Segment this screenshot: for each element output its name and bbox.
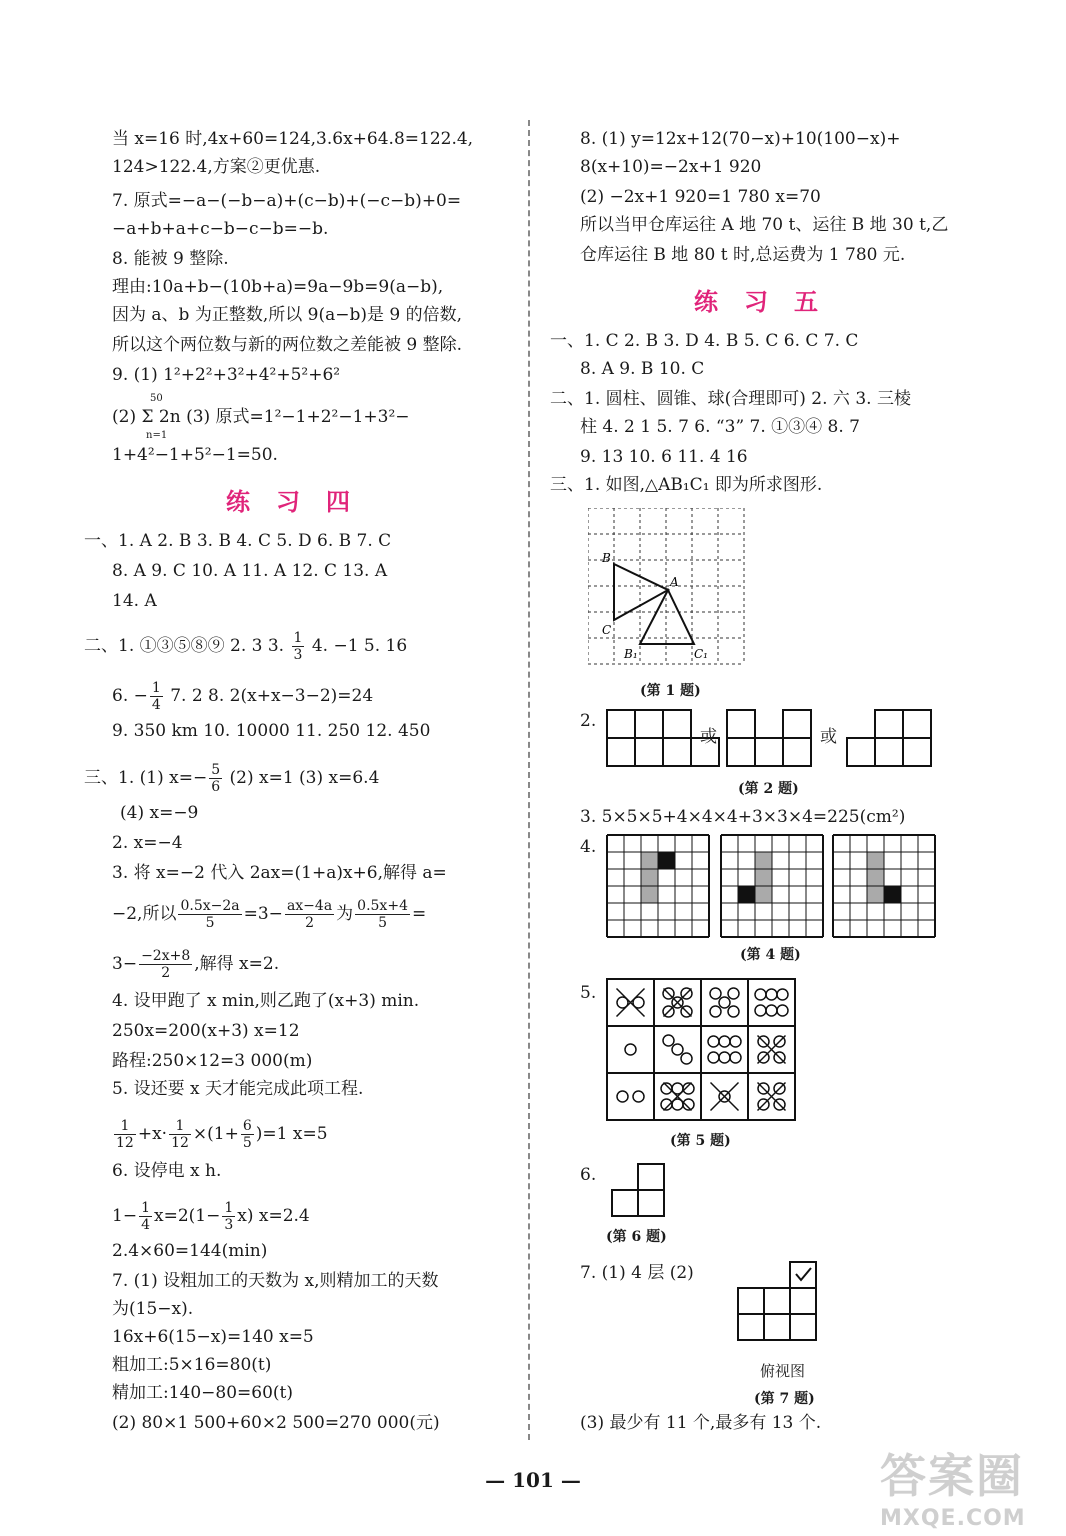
column-divider	[528, 120, 530, 1440]
text-line: (2) 80×1 500+60×2 500=270 000(元)	[112, 1413, 440, 1433]
figure-2-nets	[605, 708, 945, 770]
text-line	[84, 762, 379, 795]
text-part: 6. −	[112, 686, 148, 706]
svg-text:B: B	[602, 551, 611, 565]
text-line: 3. 5×5×5+4×4×4+3×3×4=225(cm²)	[580, 807, 906, 827]
caption: (第 4 题)	[740, 947, 801, 963]
text-line: 8. A 9. C 10. A 11. A 12. C 13. A	[112, 561, 388, 581]
dark-cell	[738, 886, 755, 903]
text-line: 柱 4. 2 1 5. 7 6. “3” 7. ①③④ 8. 7	[580, 417, 861, 437]
text-line: 8. (1) y=12x+12(70−x)+10(100−x)+	[580, 129, 901, 149]
dot	[766, 1005, 777, 1016]
question-number: 6.	[580, 1165, 597, 1185]
sum-top: 50	[150, 393, 163, 404]
dot	[663, 1035, 674, 1046]
dot	[755, 1005, 766, 1016]
figure-4-grids	[606, 834, 938, 940]
text-part: ,解得 x=2.	[194, 954, 280, 974]
text-part: 1−	[112, 1206, 138, 1226]
dot	[777, 1005, 788, 1016]
fraction: $\frac{1}{4}$	[151, 680, 161, 713]
or-label: 或	[700, 727, 717, 747]
text-line: 9. 350 km 10. 10000 11. 250 12. 450	[112, 721, 431, 741]
text-line	[112, 680, 373, 713]
dot	[710, 988, 721, 999]
svg-text:B₁: B₁	[624, 647, 638, 661]
text-line: 5. 设还要 x 天才能完成此项工程.	[112, 1079, 364, 1099]
text-part: )=1 x=5	[255, 1124, 328, 1144]
text-part: −2,所以	[112, 904, 177, 924]
sum-bottom: n=1	[146, 430, 168, 441]
figure-7-top-view	[734, 1260, 824, 1346]
text-part: =3−	[243, 904, 283, 924]
gray-cell	[867, 869, 884, 886]
text-line: 8. A 9. B 10. C	[580, 359, 705, 379]
question-number: 4.	[580, 837, 597, 857]
gray-cell	[755, 886, 772, 903]
text-line: (2) Σ 2n (3) 原式=1²−1+2²−1+3²−	[112, 407, 410, 427]
text-line: 7. 原式=−a−(−b−a)+(c−b)+(−c−b)+0=	[112, 191, 462, 211]
triangle-ab1c1	[640, 590, 694, 644]
fraction: $\frac{1}{12}$	[116, 1118, 134, 1151]
text-line: −a+b+a+c−b−c−b=−b.	[112, 219, 329, 239]
gray-cell	[641, 852, 658, 869]
text-line: 所以这个两位数与新的两位数之差能被 9 整除.	[112, 335, 463, 355]
dot	[719, 1036, 730, 1047]
text-line: 250x=200(x+3) x=12	[112, 1021, 300, 1041]
dot	[766, 989, 777, 1000]
question-number: 2.	[580, 711, 597, 731]
text-line: (3) 最少有 11 个,最多有 13 个.	[580, 1413, 822, 1433]
fraction: $\frac{1}{12}$	[171, 1118, 189, 1151]
text-line: (4) x=−9	[120, 803, 199, 823]
dot	[728, 988, 739, 999]
dot	[708, 1052, 719, 1063]
text-line: 16x+6(15−x)=140 x=5	[112, 1327, 314, 1347]
dark-cell	[884, 886, 901, 903]
text-part: (2) x=1 (3) x=6.4	[229, 768, 380, 788]
text-line: 一、1. A 2. B 3. B 4. C 5. D 6. B 7. C	[84, 531, 392, 551]
text-part: 7. 2 8. 2(x+x−3−2)=24	[170, 686, 374, 706]
text-line: 仓库运往 B 地 80 t 时,总运费为 1 780 元.	[580, 245, 906, 265]
text-line: 3. 将 x=−2 代入 2ax=(1+a)x+6,解得 a=	[112, 863, 447, 883]
text-part: 3−	[112, 954, 138, 974]
dot	[625, 1044, 636, 1055]
text-line: 6. 设停电 x h.	[112, 1161, 222, 1181]
text-line: 精加工:140−80=60(t)	[112, 1383, 294, 1403]
text-part: x) x=2.4	[237, 1206, 310, 1226]
text-part: x=2(1−	[153, 1206, 221, 1226]
text-line: 粗加工:5×16=80(t)	[112, 1355, 272, 1375]
text-part: ×(1+	[192, 1124, 239, 1144]
text-part: 二、1. ①③⑤⑧⑨ 2. 3 3.	[84, 636, 285, 656]
dot	[755, 989, 766, 1000]
text-line	[112, 948, 279, 981]
svg-text:C: C	[602, 623, 612, 637]
dot	[730, 1052, 741, 1063]
dot	[719, 997, 730, 1008]
text-line: 9. (1) 1²+2²+3²+4²+5²+6²	[112, 365, 341, 385]
text-line: 2. x=−4	[112, 833, 183, 853]
fraction: $\frac{5}{6}$	[211, 762, 221, 795]
text-line: 当 x=16 时,4x+60=124,3.6x+64.8=122.4,	[112, 129, 474, 149]
text-line: 124>122.4,方案②更优惠.	[112, 157, 321, 177]
fraction: $\frac{-2x+8}{2}$	[141, 948, 191, 981]
fraction: $\frac{0.5x+4}{5}$	[357, 898, 408, 931]
view-label: 俯视图	[760, 1362, 806, 1380]
text-line	[112, 1200, 310, 1233]
text-part: +x·	[137, 1124, 168, 1144]
or-label: 或	[820, 727, 837, 747]
figure-6-blocks	[610, 1162, 670, 1222]
text-line: 路程:250×12=3 000(m)	[112, 1051, 313, 1071]
gray-cell	[641, 869, 658, 886]
text-line: 理由:10a+b−(10b+a)=9a−9b=9(a−b),	[112, 277, 444, 297]
text-part: =	[411, 904, 427, 924]
text-line: 1+4²−1+5²−1=50.	[112, 445, 278, 465]
text-line: 三、1. 如图,△AB₁C₁ 即为所求图形.	[550, 475, 823, 495]
gray-cell	[867, 886, 884, 903]
text-line	[112, 1118, 328, 1151]
caption: (第 7 题)	[754, 1391, 815, 1407]
fraction: $\frac{1}{3}$	[293, 630, 303, 663]
text-line: (2) −2x+1 920=1 780 x=70	[580, 187, 821, 207]
text-line: 7. (1) 设粗加工的天数为 x,则精加工的天数	[112, 1271, 439, 1291]
text-line	[112, 898, 426, 931]
section-heading: 练习四	[226, 488, 376, 516]
caption: (第 1 题)	[640, 683, 701, 699]
dot	[681, 1053, 692, 1064]
text-part: 4. −1 5. 16	[311, 636, 408, 656]
fraction: $\frac{6}{5}$	[242, 1118, 252, 1151]
text-line: 8. 能被 9 整除.	[112, 249, 229, 269]
caption: (第 2 题)	[738, 781, 799, 797]
text-line: 7. (1) 4 层 (2)	[580, 1263, 694, 1283]
watermark-text: 答案圈	[880, 1449, 1024, 1503]
page-number: — 101 —	[485, 1468, 581, 1492]
text-line: 4. 设甲跑了 x min,则乙跑了(x+3) min.	[112, 991, 420, 1011]
text-line: 2.4×60=144(min)	[112, 1241, 268, 1261]
text-part: 三、1. (1) x=−	[84, 768, 208, 788]
watermark-logo	[880, 1440, 1026, 1531]
fraction: $\frac{ax-4a}{2}$	[286, 898, 333, 931]
gray-cell	[755, 869, 772, 886]
figure-5-dots-grid	[606, 978, 800, 1124]
text-line: 一、1. C 2. B 3. D 4. B 5. C 6. C 7. C	[550, 331, 859, 351]
caption: (第 6 题)	[606, 1229, 667, 1245]
text-line	[84, 630, 407, 663]
text-line: 所以当甲仓库运往 A 地 70 t、运往 B 地 30 t,乙	[580, 215, 949, 235]
dot	[719, 1052, 730, 1063]
gray-cell	[641, 886, 658, 903]
dot	[777, 989, 788, 1000]
check-mark	[796, 1268, 811, 1280]
dark-cell	[658, 852, 675, 869]
fraction: $\frac{1}{4}$	[141, 1200, 150, 1233]
text-line: 9. 13 10. 6 11. 4 16	[580, 447, 748, 467]
dot	[730, 1036, 741, 1047]
text-line: 为(15−x).	[112, 1299, 194, 1319]
caption: (第 5 题)	[670, 1133, 731, 1149]
text-line: 8(x+10)=−2x+1 920	[580, 157, 762, 177]
fraction: $\frac{0.5x-2a}{5}$	[180, 898, 240, 931]
watermark-url: MXQE.COM	[880, 1506, 1026, 1531]
svg-text:C₁: C₁	[694, 647, 708, 661]
figure-1-grid	[588, 508, 748, 670]
dot	[708, 1036, 719, 1047]
triangle-abc	[614, 564, 668, 620]
text-line: 14. A	[112, 591, 157, 611]
section-heading: 练习五	[694, 288, 844, 316]
question-number: 5.	[580, 983, 597, 1003]
text-line: 二、1. 圆柱、圆锥、球(合理即可) 2. 六 3. 三棱	[550, 389, 911, 409]
fraction: $\frac{1}{3}$	[224, 1200, 234, 1233]
gray-cell	[867, 852, 884, 869]
text-line: 因为 a、b 为正整数,所以 9(a−b)是 9 的倍数,	[112, 305, 463, 325]
svg-text:A: A	[670, 575, 679, 589]
gray-cell	[755, 852, 772, 869]
dot	[633, 1091, 644, 1102]
text-part: 为	[336, 904, 354, 924]
dot	[617, 1091, 628, 1102]
dot	[672, 1044, 683, 1055]
dot	[710, 1006, 721, 1017]
dot	[728, 1006, 739, 1017]
